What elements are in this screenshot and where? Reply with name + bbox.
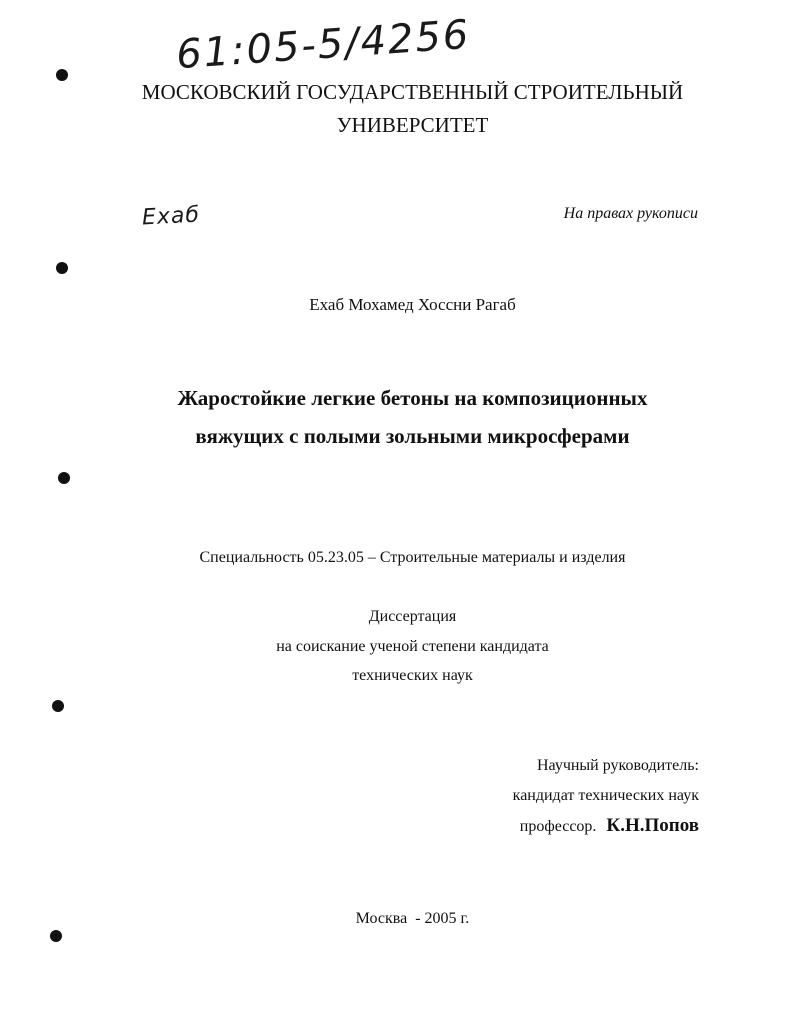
archive-code-handwritten: 61:05-5/4256 [174,11,472,79]
binder-hole-4 [52,700,64,712]
specialty: Специальность 05.23.05 – Строительные материалы и изделия [199,549,626,566]
place-year: Москва - 2005 г. [355,910,470,927]
degree-line-3: технических наук [352,667,473,684]
advisor-degree: кандидат технических наук [512,787,699,804]
degree-line-1: Диссертация [368,608,457,625]
binder-hole-2 [56,262,68,274]
handwritten-name: Ехаб [141,202,201,231]
author-name: Ехаб Мохамед Хоссни Рагаб [309,295,516,314]
binder-hole-3 [58,472,70,484]
advisor-name: К.Н.Попов [606,815,699,836]
degree-line-2: на соискание ученой степени кандидата [276,638,549,655]
binder-hole-5 [50,930,62,942]
university-line-1: МОСКОВСКИЙ ГОСУДАРСТВЕННЫЙ СТРОИТЕЛЬНЫЙ [141,80,684,104]
thesis-title-line-1: Жаростойкие легкие бетоны на композиционных [177,386,648,410]
advisor-title-line [520,815,699,837]
manuscript-rights: На правах рукописи [563,205,698,222]
university-line-2: УНИВЕРСИТЕТ [336,113,489,137]
advisor-title: профессор. [519,818,597,835]
advisor-label: Научный руководитель: [536,757,699,774]
thesis-title-line-2: вяжущих с полыми зольными микросферами [195,424,630,448]
